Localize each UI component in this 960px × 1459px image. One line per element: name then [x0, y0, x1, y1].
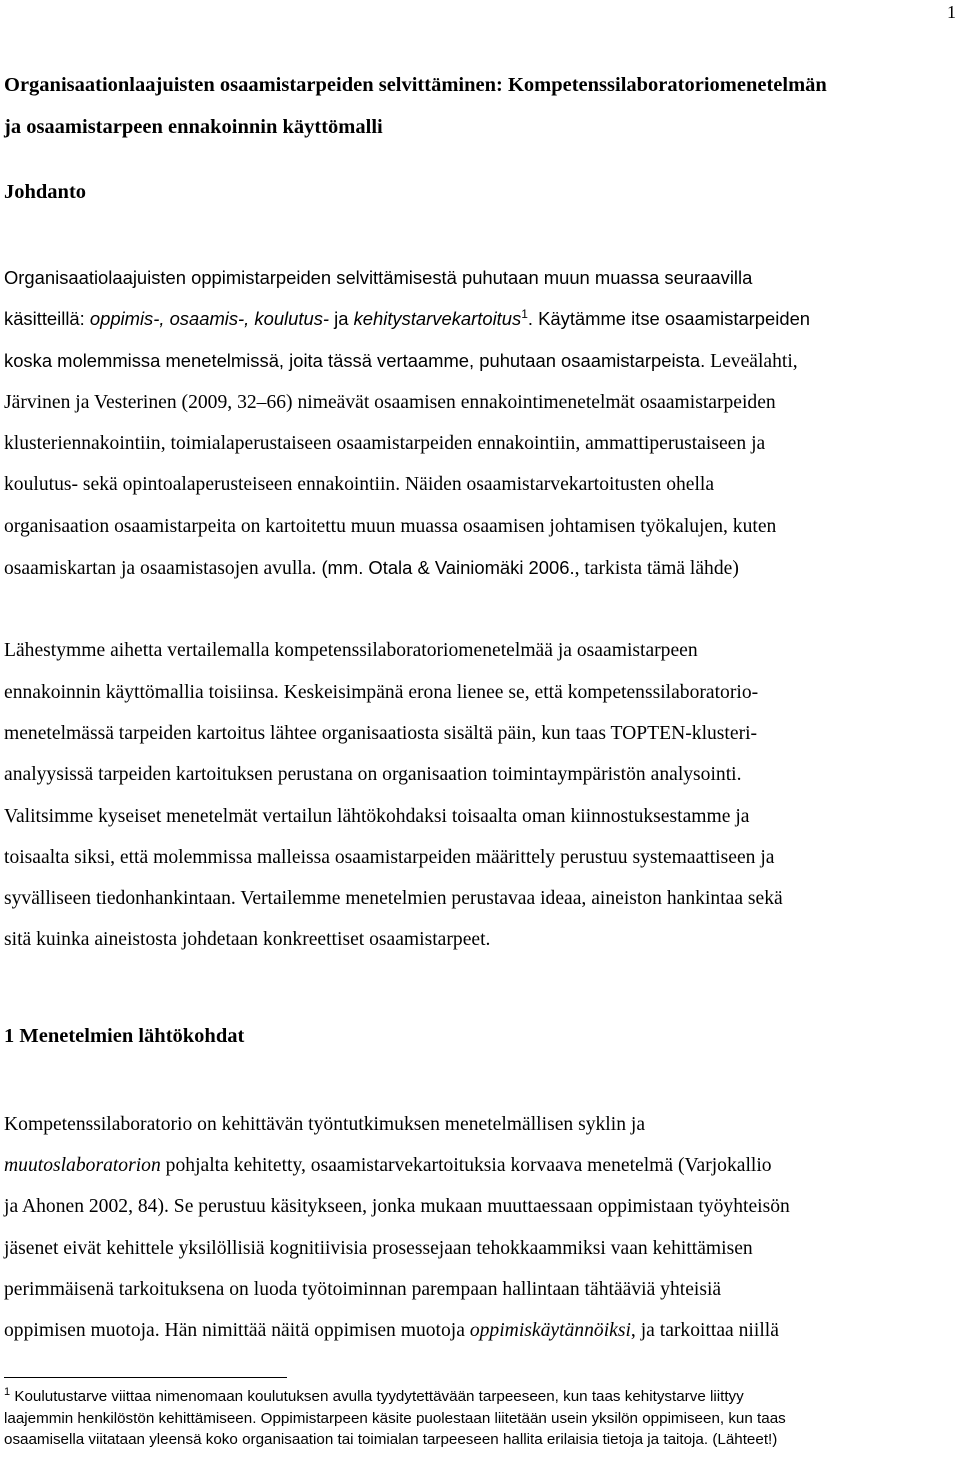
intro-paragraph-2: [4, 630, 956, 960]
title-line-1: Organisaationlaajuisten osaamistarpeiden selvittäminen: Kompetenssilaboratoriomenetelmän: [4, 74, 827, 96]
para3-l2-term: muutoslaboratorion: [4, 1155, 161, 1177]
para1-l8-b: (mm. Otala & Vainiomäki 2006.: [316, 557, 575, 579]
footnote-line-3: osaamisella viitataan yleensä koko organisaation tai toimialan tarpeeseen hallita erilaisia tietoja ja taitoja. (Lähteet!): [4, 1431, 778, 1448]
para3-l6-b: Hän nimittää näitä oppimisen muotoja: [159, 1320, 470, 1342]
para3-line-1: Kompetenssilaboratorio on kehittävän työntutkimuksen menetelmällisen syklin ja: [4, 1113, 646, 1135]
footnote-ref-1: 1: [521, 307, 528, 322]
para2-l2-b: Keskeisimpänä erona lienee se, että kompetenssilaboratorio-: [278, 681, 759, 703]
document-title: [4, 64, 956, 148]
section-1-paragraph: [4, 1104, 956, 1352]
footnote-separator: [4, 1377, 287, 1378]
para3-line-4: jäsenet eivät kehittele yksilöllisiä kognitiivisia prosessejaan tehokkaammiksi vaan kehittämisen: [4, 1237, 753, 1259]
para2-line-6: toisaalta siksi, että molemmissa malleissa osaamistarpeiden määrittely perustuu systemaattiseen ja: [4, 846, 775, 868]
para1-l3-serif: Leveälahti,: [705, 350, 798, 372]
para2-line-7: syvälliseen tiedonhankintaan. Vertailemme menetelmien perustavaa ideaa, aineiston hankintaa sekä: [4, 888, 783, 910]
para3-l3-a: ja Ahonen 2002, 84).: [4, 1196, 169, 1218]
para1-line-3: [4, 340, 956, 382]
para1-l2-term-1: oppimis-, osaamis-, koulutus-: [89, 308, 330, 330]
footnote-1: [4, 1386, 956, 1451]
para3-line-3: [4, 1186, 956, 1227]
para1-line-8: [4, 547, 956, 589]
para1-line-6: koulutus- sekä opintoalaperusteiseen ennakointiin. Näiden osaamistarvekartoitusten ohella: [4, 474, 715, 496]
footnote-line-2: laajemmin henkilöstön kehittämiseen. Oppimistarpeen käsite puolestaan liitetään usein yksilön oppimiseen, kun taas: [4, 1409, 786, 1427]
para1-line-4: Järvinen ja Vesterinen (2009, 32–66) nimeävät osaamisen ennakointimenetelmät osaamistarpeiden: [4, 391, 776, 413]
para3-l6-term: oppimiskäytännöiksi: [469, 1320, 631, 1342]
intro-paragraph-1: [4, 257, 956, 589]
para2-line-1: Lähestymme aihetta vertailemalla kompetenssilaboratoriomenetelmää ja osaamistarpeen: [4, 640, 698, 662]
para1-line-7: organisaation osaamistarpeita on kartoitettu muun muassa osaamisen johtamisen työkalujen, kuten: [4, 515, 777, 537]
para3-line-2: [4, 1145, 956, 1186]
para2-line-5: Valitsimme kyseiset menetelmät vertailun lähtökohdaksi toisaalta oman kiinnostuksestamme ja: [4, 805, 750, 827]
footnote-line-1: [4, 1386, 956, 1408]
para1-l3: koska molemmissa menetelmissä, joita tässä vertaamme, puhutaan osaamistarpeista.: [4, 349, 706, 371]
para1-l8-c: , tarkista tämä lähde): [574, 558, 739, 580]
footnote-marker: 1: [4, 1385, 11, 1398]
para1-line-1: Organisaatiolaajuisten oppimistarpeiden selvittämisestä puhutaan muun muassa seuraavilla: [4, 267, 753, 288]
para2-line-2: [4, 672, 956, 713]
intro-heading: Johdanto: [4, 181, 87, 203]
para2-line-3: menetelmässä tarpeiden kartoitus lähtee organisaatiosta sisältä päin, kun taas TOPTEN-klusteri-: [4, 722, 758, 744]
para3-line-6: [4, 1310, 956, 1351]
para1-l8-a: osaamiskartan ja osaamistasojen avulla.: [4, 558, 317, 580]
para1-line-2: [4, 298, 956, 339]
footnote-l1: Koulutustarve viittaa nimenomaan koulutuksen avulla tyydytettävään tarpeeseen, kun taas kehitystarve liittyy: [10, 1388, 744, 1405]
para2-l2-a: ennakoinnin käyttömallia toisiinsa.: [4, 681, 279, 703]
para3-l6-c: , ja tarkoittaa niillä: [630, 1320, 779, 1342]
para3-l6-a: oppimisen muotoja.: [4, 1320, 160, 1342]
section-1-heading: 1 Menetelmien lähtökohdat: [4, 1024, 245, 1047]
title-line-2: ja osaamistarpeen ennakoinnin käyttömalli: [4, 116, 383, 138]
para3-l2-b: pohjalta kehitetty, osaamistarvekartoituksia korvaava menetelmä (Varjokallio: [160, 1155, 772, 1177]
para1-l2-a: käsitteillä:: [4, 308, 90, 330]
para1-l2-b: ja: [329, 308, 354, 330]
para1-line-5: klusteriennakointiin, toimialaperustaiseen osaamistarpeiden ennakointiin, ammattiperustaiseen ja: [4, 433, 766, 455]
para3-line-5: perimmäisenä tarkoituksena on luoda työtoiminnan parempaan hallintaan tähtääviä yhteisiä: [4, 1278, 722, 1300]
para1-l2-c: . Käytämme itse osaamistarpeiden: [527, 308, 811, 330]
page-number: 1: [947, 2, 956, 22]
para2-line-4: analyysissä tarpeiden kartoituksen perustana on organisaation toimintaympäristön analysointi.: [4, 764, 742, 786]
para2-line-8: sitä kuinka aineistosta johdetaan konkreettiset osaamistarpeet.: [4, 929, 491, 951]
document-body: [4, 64, 956, 1352]
para3-l3-b: Se perustuu käsitykseen, jonka mukaan muuttaessaan oppimistaan työyhteisön: [168, 1196, 790, 1218]
para1-l2-term-2: kehitystarvekartoitus: [353, 308, 522, 330]
